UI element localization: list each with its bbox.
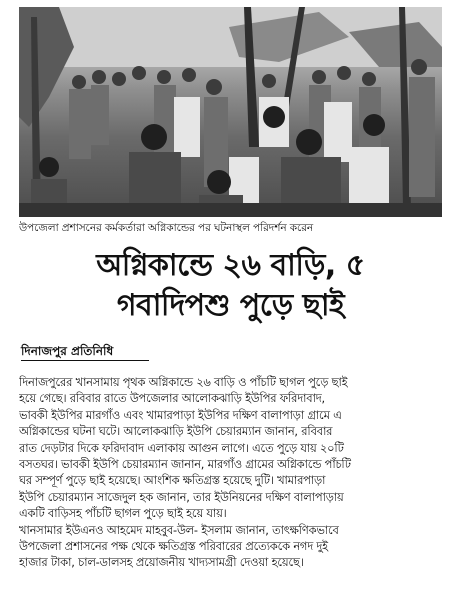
article-line: দিনাজপুরের খানসামায় পৃথক অগ্নিকান্ডে ২৬ বাড়ি ও পাঁচটি ছাগল পুড়ে ছাই (19, 375, 348, 389)
article-line: হাজার টাকা, চাল-ডালসহ প্রয়োজনীয় খাদ্যসামগ্রী দেওয়া হয়েছে। (19, 555, 304, 570)
news-photo (19, 7, 442, 217)
headline-line-1: অগ্নিকান্ডে ২৬ বাড়ি, ৫ (96, 248, 365, 283)
article-line: ঘর সম্পূর্ণ পুড়ে ছাই হয়েছে। আংশিক ক্ষতিগ্রস্ত হয়েছে দুটি। খামারপাড়া (19, 473, 326, 488)
article-line: বসতঘর। ভাবকী ইউপি চেয়ারম্যান জানান, মারগাঁও গ্রামের অগ্নিকান্ডে পাঁচটি (19, 457, 351, 472)
byline-block (19, 340, 442, 362)
article-line: অগ্নিকান্ডের ঘটনা ঘটে। আলোকঝাড়ি ইউপি চেয়ারম্যান জানান, রবিবার (19, 424, 333, 439)
article-line: ভাবকী ইউপির মারগাঁও এবং খামারপাড়া ইউপির দক্ষিণ বালাপাড়া গ্রামে এ (19, 407, 342, 422)
article-body (19, 374, 442, 571)
article-line: একটি বাড়িসহ পাঁচটি ছাগল পুড়ে ছাই হয়ে যায়। (19, 506, 227, 521)
headline (19, 246, 442, 326)
byline-underline (21, 360, 149, 361)
article-line: হয়ে গেছে। রবিবার রাতে উপজেলার আলোকঝাড়ি ইউপির ফরিদাবাদ, (19, 391, 325, 406)
photo-caption: উপজেলা প্রশাসনের কর্মকর্তারা অগ্নিকান্ডের পর ঘটনাস্থল পরিদর্শন করেন (19, 222, 314, 234)
byline: দিনাজপুর প্রতিনিধি (21, 344, 114, 358)
article-line: উপজেলা প্রশাসনের পক্ষ থেকে ক্ষতিগ্রস্ত পরিবারের প্রত্যেককে নগদ দুই (19, 539, 328, 554)
article-line: খানসামার ইউএনও আহমেদ মাহবুব-উল- ইসলাম জানান, তাৎক্ষণিকভাবে (19, 522, 339, 537)
crowd-photo-illustration (19, 7, 442, 217)
article-line: রাত দেড়টার দিকে ফরিদাবাদ এলাকায় আগুন লাগে। এতে পুড়ে যায় ২০টি (19, 440, 344, 455)
article-line: ইউপি চেয়ারম্যান সাজেদুল হক জানান, তার ইউনিয়নের দক্ষিণ বালাপাড়ায় (19, 489, 344, 504)
headline-line-2: গবাদিপশু পুড়ে ছাই (116, 288, 345, 323)
